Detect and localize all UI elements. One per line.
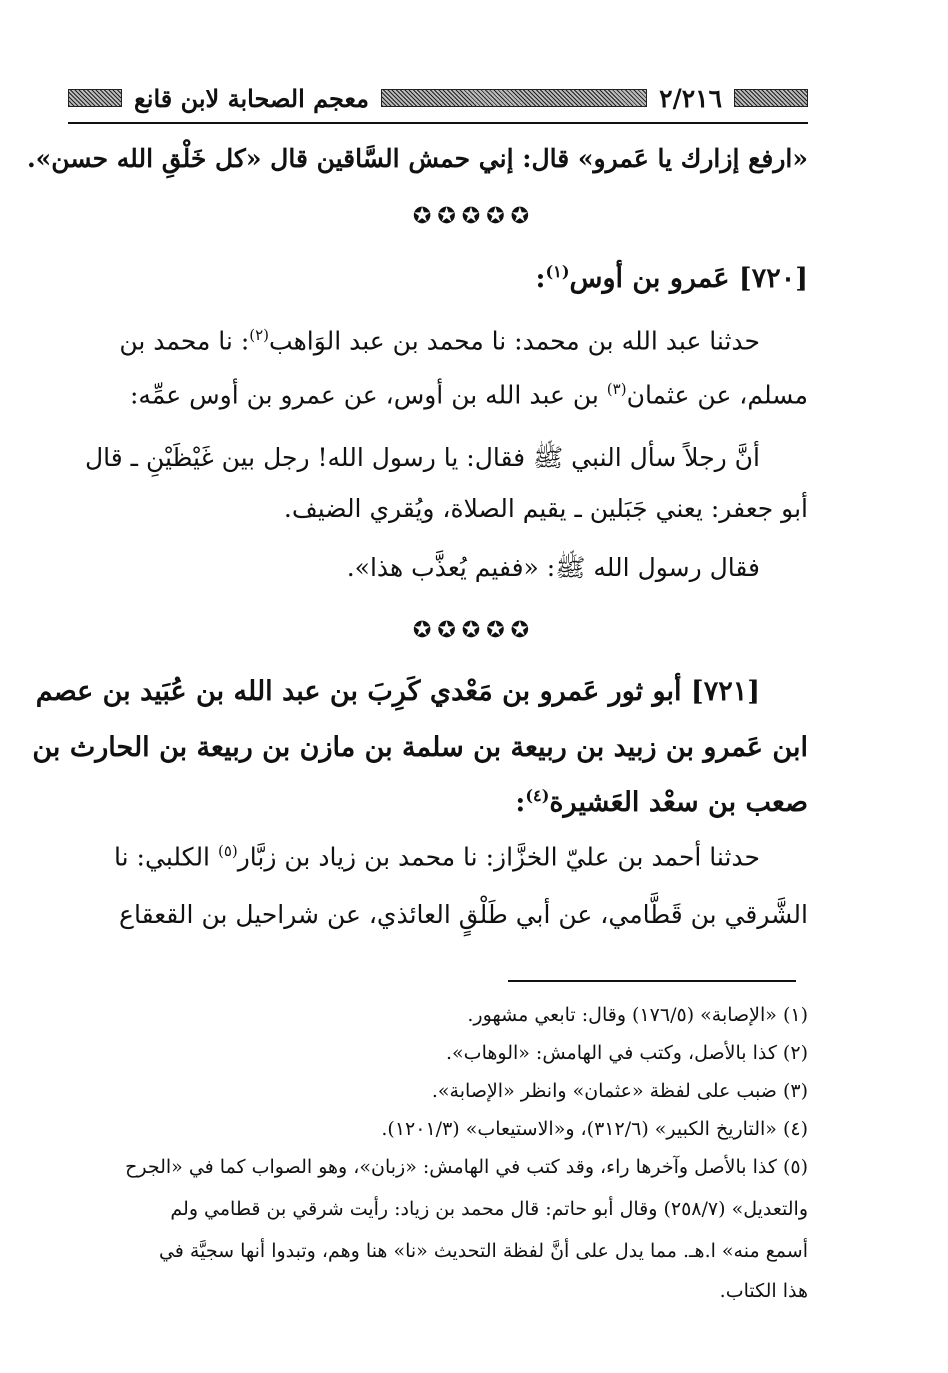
footnote-4: (٤) «التاريخ الكبير» (٣١٢/٦)، و«الاستيعاب» (١٢٠١/٣). — [381, 1118, 808, 1140]
text-line-4: مسلم، عن عثمان$^{(٣)}$ بن عبد الله بن أوس، عن عمرو بن أوس عمِّه: — [130, 380, 808, 410]
footnote-5-line-4: هذا الكتاب. — [719, 1280, 808, 1302]
footnote-ref-2: (٢) — [249, 326, 270, 344]
separator-stars-2: ✪✪✪✪✪ — [412, 618, 536, 643]
text-line-1: «ارفع إزارك يا عَمرو» قال: إني حمش السَّاقين قال «كل خَلْقِ الله حسن». — [26, 144, 808, 173]
running-header — [68, 80, 808, 116]
footnote-ref-3: (٣) — [606, 380, 627, 398]
header-ornament-left — [68, 89, 122, 107]
entry-720-number: [٧٢٠] — [738, 263, 808, 294]
page-folio: ٢/٢١٦ — [659, 83, 722, 113]
footnote-2: (٢) كذا بالأصل، وكتب في الهامش: «الوهاب». — [446, 1042, 808, 1064]
separator-stars-1: ✪✪✪✪✪ — [412, 204, 536, 229]
footnote-5-line-2: والتعديل» (٢٥٨/٧) وقال أبو حاتم: قال محمد بن زياد: رأيت شرقي بن قطامي ولم — [170, 1198, 808, 1220]
footnote-ref-4: (٤) — [525, 786, 550, 805]
footnote-ref-1: (١) — [545, 262, 570, 281]
footnote-1: (١) «الإصابة» (١٧٦/٥) وقال: تابعي مشهور. — [467, 1004, 808, 1026]
text-line-11: حدثنا أحمد بن عليّ الخزَّاز: نا محمد بن زياد بن زبَّار$^{(٥)}$ الكلبي: نا — [114, 842, 760, 872]
entry-720-heading: [٧٢٠] عَمرو بن أوس$^{(١)}$: — [535, 262, 808, 294]
entry-720-name: عَمرو بن أوس — [569, 263, 730, 294]
entry-721-heading-line-1: [٧٢١] أبو ثور عَمرو بن مَعْدي كَرِبَ بن عبد الله بن عُبَيد بن عصم — [35, 676, 760, 707]
footnote-rule — [508, 980, 796, 982]
running-title: معجم الصحابة لابن قانع — [134, 83, 369, 113]
header-ornament-right — [734, 89, 808, 107]
entry-721-heading-line-2: ابن عَمرو بن زبيد بن ربيعة بن سلمة بن مازن بن ربيعة بن الحارث بن — [32, 732, 808, 763]
footnote-3: (٣) ضبب على لفظة «عثمان» وانظر «الإصابة». — [431, 1080, 808, 1102]
text-line-6: أبو جعفر: يعني جَبَلين ـ يقيم الصلاة، ويُقري الضيف. — [283, 494, 808, 523]
footnote-5-line-1: (٥) كذا بالأصل وآخرها راء، وقد كتب في الهامش: «زبان»، وهو الصواب كما في «الجرح — [125, 1156, 808, 1178]
text-line-5: أنَّ رجلاً سأل النبي ﷺ فقال: يا رسول الله! رجل بين غَيْظَيْنِ ـ قال — [85, 443, 760, 472]
text-line-12: الشَّرقي بن قَطَّامي، عن أبي طَلْقٍ العائذي، عن شراحيل بن القعقاع — [119, 900, 808, 929]
text-line-3: حدثنا عبد الله بن محمد: نا محمد بن عبد الوَاهب$^{(٢)}$: نا محمد بن — [119, 326, 760, 356]
footnote-5-line-3: أسمع منه» ا.هـ. مما يدل على أنَّ لفظة التحديث «نا» هنا وهم، وتبدوا أنها سجيَّة في — [158, 1240, 808, 1262]
header-rule — [68, 122, 808, 124]
footnote-ref-5: (٥) — [217, 842, 238, 860]
text-line-7: فقال رسول الله ﷺ: «ففيم يُعذَّب هذا». — [346, 553, 760, 582]
header-ornament-middle — [381, 89, 647, 107]
entry-721-heading-line-3: صعب بن سعْد العَشيرة$^{(٤)}$: — [515, 786, 808, 818]
